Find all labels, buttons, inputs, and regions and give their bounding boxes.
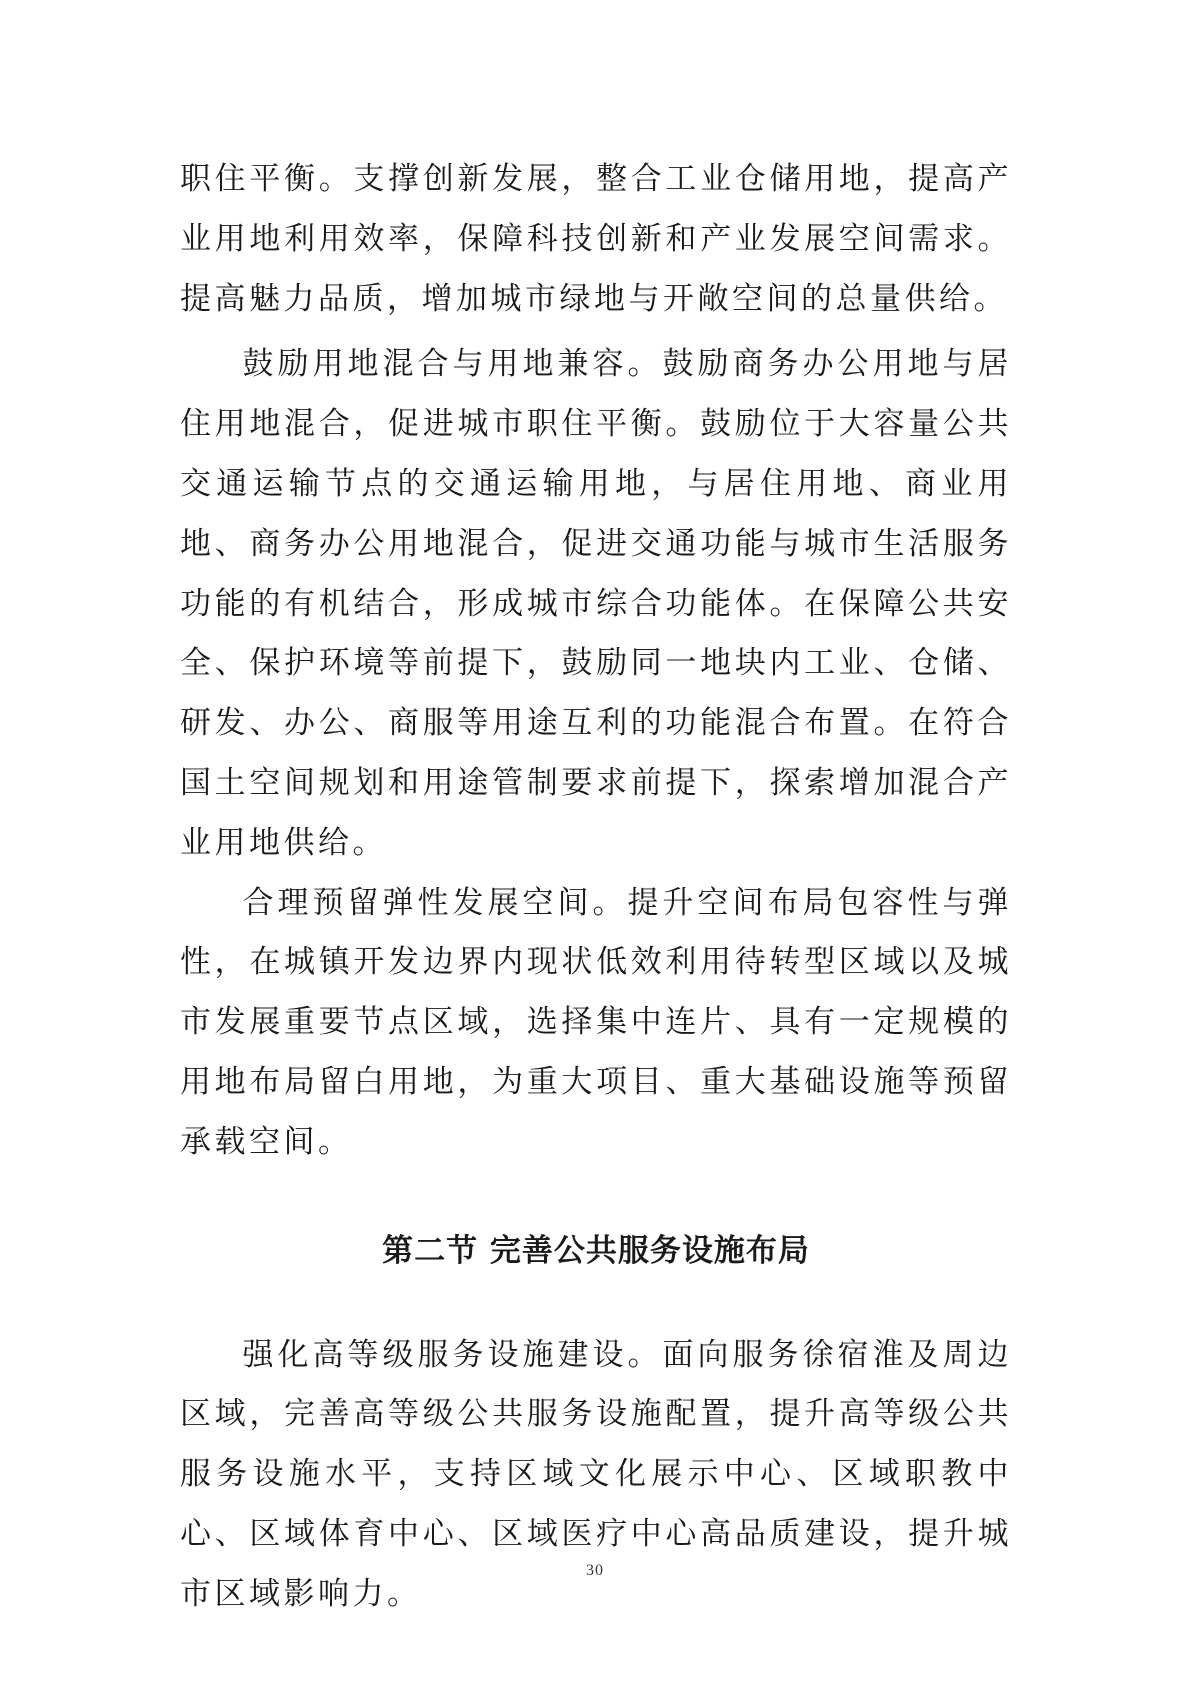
body-paragraph (180, 874, 1012, 1173)
body-paragraph (180, 335, 1012, 873)
paragraph-text: 合理预留弹性发展空间。提升空间布局包容性与弹性，在城镇开发边界内现状低效利用待转型区域以及城市发展重要节点区域，选择集中连片、具有一定规模的用地布局留白用地，为重大项目、重大基础设施等预留承载空间。 (180, 884, 1012, 1160)
section-heading: 第二节 完善公共服务设施布局 (382, 1232, 810, 1269)
paragraph-text: 强化高等级服务设施建设。面向服务徐宿淮及周边区域，完善高等级公共服务设施配置，提升高等级公共服务设施水平，支持区域文化展示中心、区域职教中心、区域体育中心、区域医疗中心高品质建设，提升城市区域影响力。 (180, 1336, 1012, 1612)
paragraph-text: 鼓励用地混合与用地兼容。鼓励商务办公用地与居住用地混合，促进城市职住平衡。鼓励位于大容量公共交通运输节点的交通运输用地，与居住用地、商业用地、商务办公用地混合，促进交通功能与城市生活服务功能的有机结合，形成城市综合功能体。在保障公共安全、保护环境等前提下，鼓励同一地块内工业、仓储、研发、办公、商服等用途互利的功能混合布置。在符合国土空间规划和用途管制要求前提下，探索增加混合产业用地供给。 (180, 346, 1012, 861)
page-number: 30 (586, 1562, 604, 1579)
body-paragraph-continued: 职住平衡。支撑创新发展，整合工业仓储用地，提高产业用地利用效率，保障科技创新和产业发展空间需求。提高魅力品质，增加城市绿地与开敞空间的总量供给。 (180, 161, 1012, 317)
page-body (180, 150, 1012, 1625)
